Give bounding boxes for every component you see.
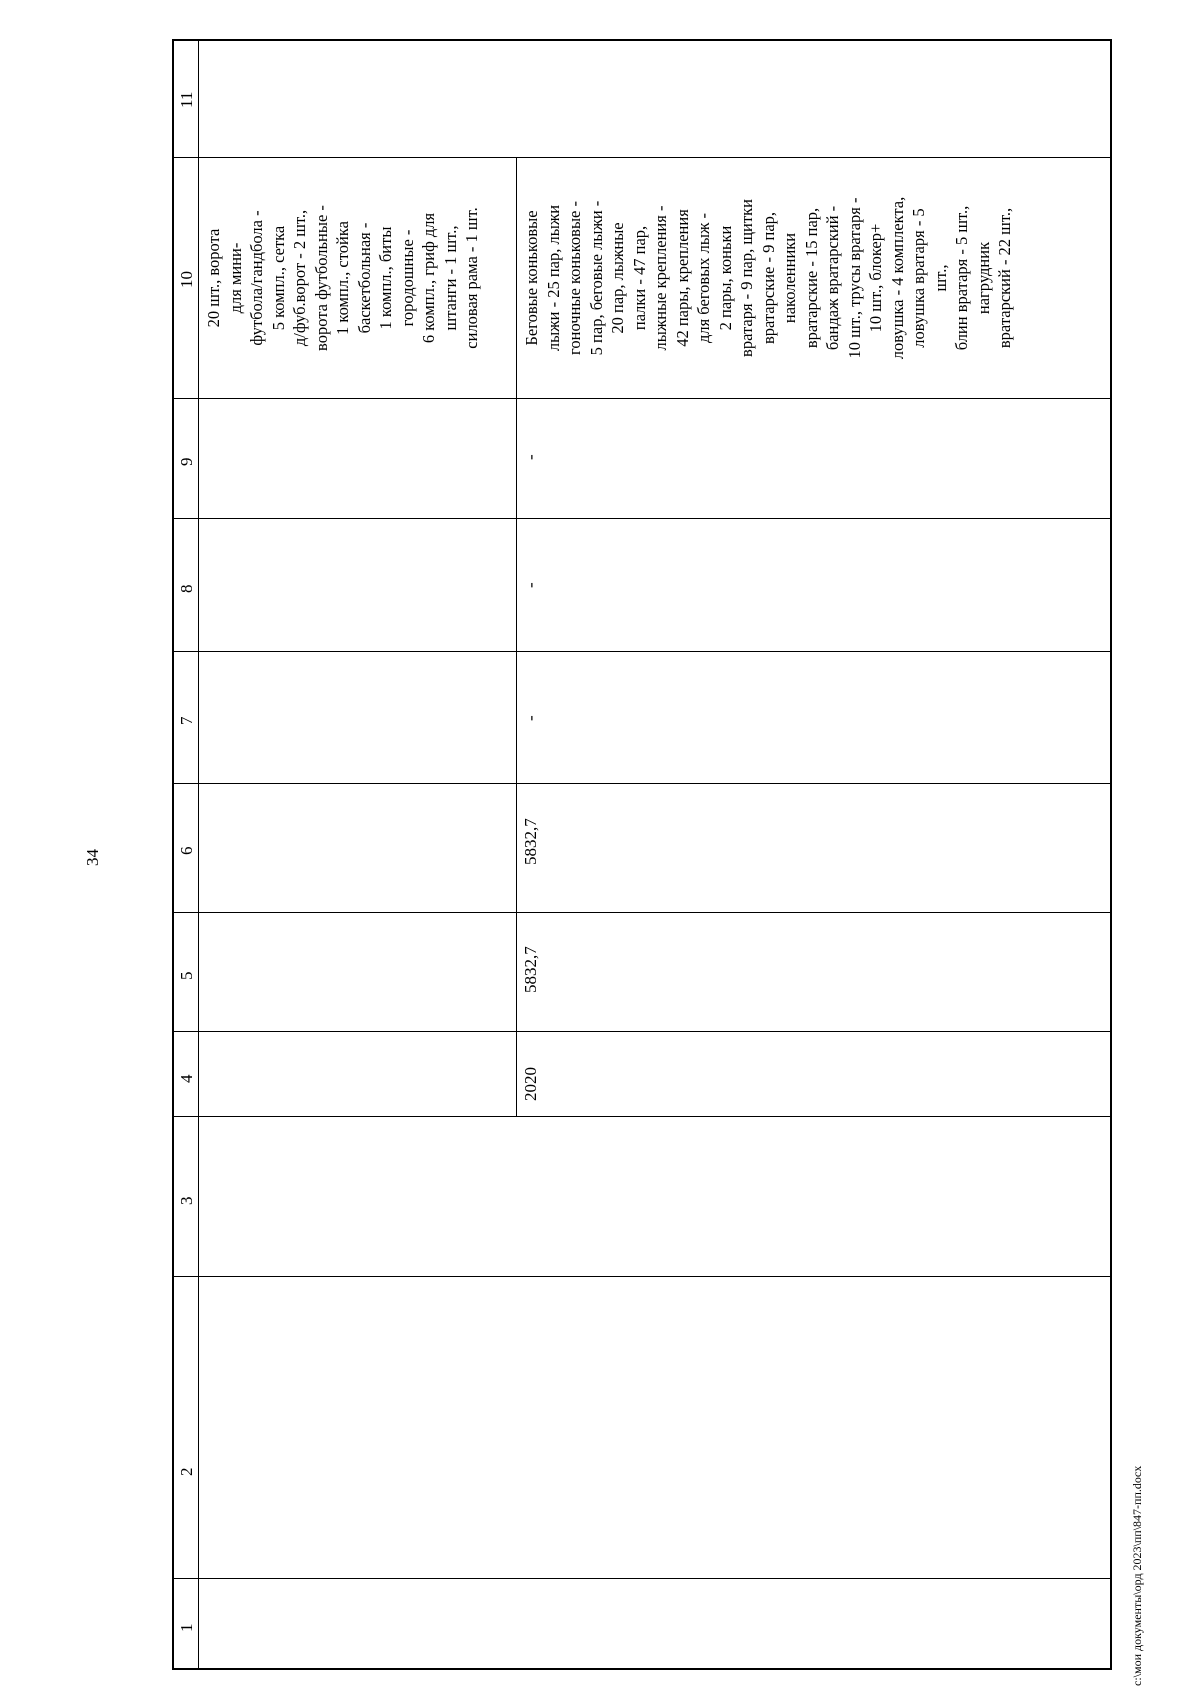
col-divider	[172, 783, 1112, 784]
header-col-6: 6	[177, 846, 196, 855]
col-divider	[172, 1031, 1112, 1032]
table-border-bottom	[172, 1668, 1112, 1670]
col-divider	[172, 398, 1112, 399]
header-col-11: 11	[177, 91, 196, 108]
row2-col6-amount: 5832,7	[521, 818, 540, 865]
header-divider	[198, 39, 199, 1670]
col-divider	[172, 1116, 1112, 1117]
header-col-5: 5	[177, 971, 196, 980]
col-divider	[172, 651, 1112, 652]
header-col-1: 1	[177, 1623, 196, 1632]
col-divider	[172, 1578, 1112, 1579]
row2-col4-year: 2020	[521, 1067, 540, 1101]
header-col-9: 9	[177, 457, 196, 466]
row-divider	[516, 157, 517, 1116]
col-divider	[172, 912, 1112, 913]
row1-col10-equipment: 20 шт., ворота для мини- футбола/гандбола - 5 компл., сетка д/фуб.ворот - 2 шт., ворота футбольные - 1 компл., стойка баскетбольная - 1 компл., биты городошные - 6 компл., гриф для штанги - 1 шт., силовая рама - 1 шт.	[204, 205, 481, 351]
header-col-10: 10	[177, 271, 196, 288]
col-divider	[172, 157, 1112, 158]
row2-col5-amount: 5832,7	[521, 946, 540, 993]
table-border-top	[172, 39, 1112, 41]
page-number: 34	[83, 849, 102, 866]
row2-col9-value: -	[521, 454, 540, 460]
table-border-left	[172, 39, 174, 1670]
header-col-8: 8	[177, 584, 196, 593]
header-col-3: 3	[177, 1196, 196, 1205]
table-border-right	[1110, 39, 1112, 1670]
col-divider	[172, 518, 1112, 519]
header-col-2: 2	[177, 1467, 196, 1476]
footer-file-path: c:\мои документы\орд 2023\пп\847-пп.docx	[1130, 1465, 1144, 1686]
row2-col8-value: -	[521, 582, 540, 588]
col-divider	[172, 1276, 1112, 1277]
row2-col10-equipment: Беговые коньковые лыжи - 25 пар, лыжи гоночные коньковые - 5 пар, беговые лыжи - 20 пар, лыжные палки - 47 пар, лыжные крепления - 42 пары, крепления для беговых лыж - 2 пары, коньки вратаря - 9 пар, щитки вратарские - 9 пар, наколенники вратарские - 15 пар, бандаж вратарский - 10 шт., трусы вратаря - 10 шт., блокер+ ловушка - 4 комплекта, ловушка вратаря - 5 шт., блин вратаря - 5 шт., нагрудник вратарский - 22 шт.,	[522, 196, 1014, 360]
header-col-4: 4	[177, 1074, 196, 1083]
header-col-7: 7	[177, 716, 196, 725]
row2-col7-value: -	[521, 715, 540, 721]
